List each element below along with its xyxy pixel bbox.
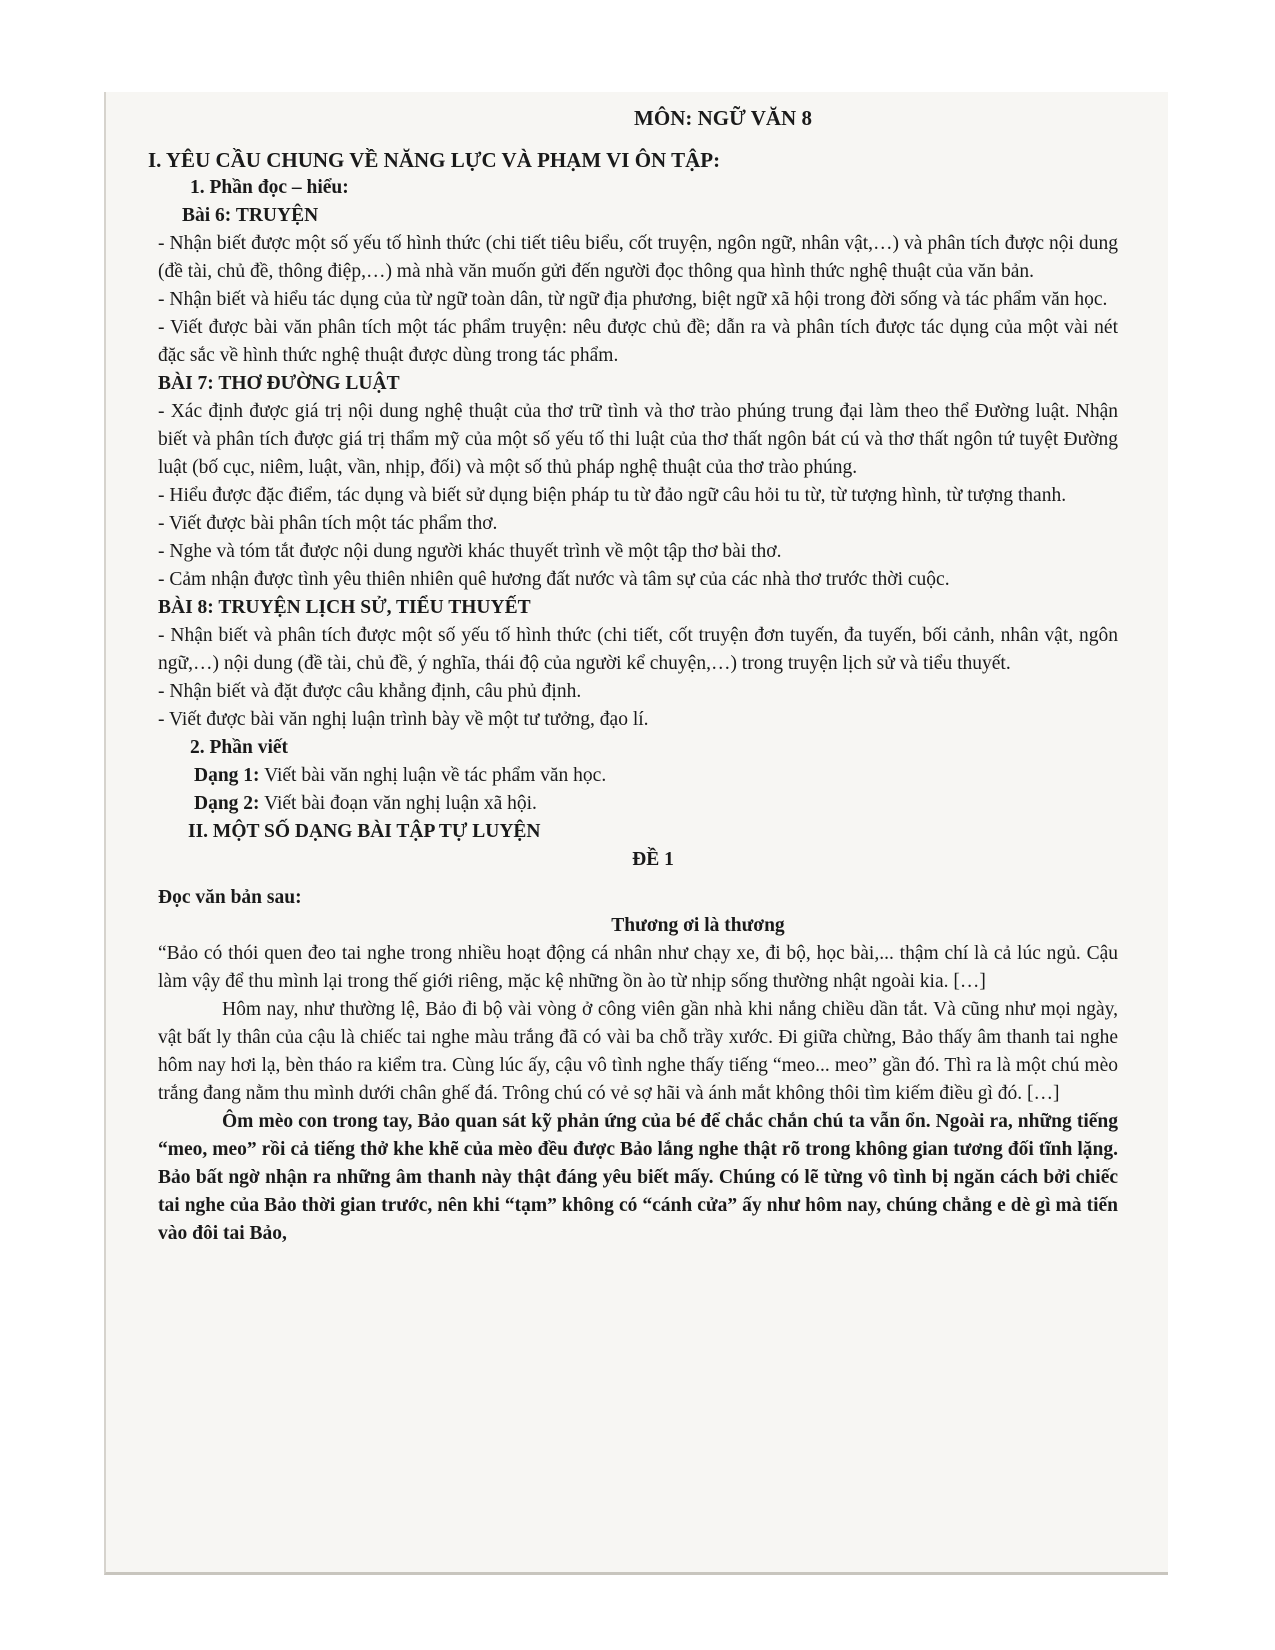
writing-part-heading: 2. Phần viết (190, 737, 289, 758)
lesson-6-item: - Nhận biết và hiểu tác dụng của từ ngữ toàn dân, từ ngữ địa phương, biệt ngữ xã hội trong đời sống và tác phẩm văn học. (158, 289, 1108, 310)
exam-label: ĐỀ 1 (632, 849, 674, 870)
story-title: Thương ơi là thương (611, 915, 785, 936)
story-paragraph: Hôm nay, như thường lệ, Bảo đi bộ vài vòng ở công viên gần nhà khi nắng chiều dần tắt. Và cũng như mọi ngày, vật bất ly thân của cậu là chiếc tai nghe màu trắng đã có vài ba chỗ trầy xước. Đi giữa chừng, Bảo thấy âm thanh tai nghe hôm nay hơi lạ, bèn tháo ra kiểm tra. Cùng lúc ấy, cậu vô tình nghe thấy tiếng “meo... meo” gần đó. Thì ra là một chú mèo trắng đang nằm thu mình dưới chân ghế đá. Trông chú có vẻ sợ hãi và ánh mắt không thôi tìm kiếm điều gì đó. […] (158, 999, 1118, 1104)
section-1-heading: I. YÊU CẦU CHUNG VỀ NĂNG LỰC VÀ PHẠM VI ÔN TẬP: (148, 148, 721, 172)
lesson-7-heading: BÀI 7: THƠ ĐƯỜNG LUẬT (158, 373, 400, 394)
lesson-6-item: - Nhận biết được một số yếu tố hình thức (chi tiết tiêu biểu, cốt truyện, ngôn ngữ, nhân vật,…) và phân tích được nội dung (đề tài, chủ đề, thông điệp,…) mà nhà văn muốn gửi đến người đọc thông qua hình thức nghệ thuật của văn bản. (158, 233, 1118, 282)
writing-type-2-text: Viết bài đoạn văn nghị luận xã hội. (259, 793, 537, 814)
story-paragraph-bold: Ôm mèo con trong tay, Bảo quan sát kỹ phản ứng của bé để chắc chắn chú ta vẫn ổn. Ngoài ra, những tiếng “meo, meo” rồi cả tiếng thở khe khẽ của mèo đều được Bảo lắng nghe thật rõ trong không gian tương đối tĩnh lặng. Bảo bất ngờ nhận ra những âm thanh này thật đáng yêu biết mấy. Chúng có lẽ từng vô tình bị ngăn cách bởi chiếc tai nghe của Bảo thời gian trước, nên khi “tạm” không có “cánh cửa” ấy như hôm nay, chúng chẳng e dè gì mà tiến vào đôi tai Bảo, (158, 1111, 1118, 1244)
writing-type-2-label: Dạng 2: (194, 793, 260, 814)
writing-type-1 (158, 762, 1118, 790)
lesson-7-item: - Nghe và tóm tắt được nội dung người khác thuyết trình về một tập thơ bài thơ. (158, 541, 782, 562)
lesson-8-heading: BÀI 8: TRUYỆN LỊCH SỬ, TIỂU THUYẾT (158, 597, 531, 618)
lesson-7-item: - Viết được bài phân tích một tác phẩm thơ. (158, 513, 498, 534)
read-instruction: Đọc văn bản sau: (158, 887, 302, 908)
writing-type-1-text: Viết bài văn nghị luận về tác phẩm văn học. (259, 765, 607, 786)
writing-type-2 (158, 790, 1118, 818)
lesson-7-item: - Xác định được giá trị nội dung nghệ thuật của thơ trữ tình và thơ trào phúng trung đại làm theo thể Đường luật. Nhận biết và phân tích được giá trị thẩm mỹ của một số yếu tố thi luật của thơ thất ngôn bát cú và thơ thất ngôn tứ tuyệt Đường luật (bố cục, niêm, luật, vần, nhịp, đối) và một số thủ pháp nghệ thuật của thơ trào phúng. (158, 401, 1118, 478)
lesson-8-item: - Viết được bài văn nghị luận trình bày về một tư tưởng, đạo lí. (158, 709, 649, 730)
writing-type-1-label: Dạng 1: (194, 765, 260, 786)
lesson-7-item: - Cảm nhận được tình yêu thiên nhiên quê hương đất nước và tâm sự của các nhà thơ trước thời cuộc. (158, 569, 950, 590)
reading-part-heading: 1. Phần đọc – hiểu: (190, 177, 349, 198)
lesson-8-item: - Nhận biết và phân tích được một số yếu tố hình thức (chi tiết, cốt truyện đơn tuyến, đa tuyến, bối cảnh, nhân vật, ngôn ngữ,…) nội dung (đề tài, chủ đề, ý nghĩa, thái độ của người kể chuyện,…) trong truyện lịch sử và tiểu thuyết. (158, 625, 1118, 674)
document-content (148, 104, 1118, 1248)
lesson-6-heading: Bài 6: TRUYỆN (182, 205, 319, 226)
section-2-heading: II. MỘT SỐ DẠNG BÀI TẬP TỰ LUYỆN (188, 821, 541, 842)
lesson-7-item: - Hiểu được đặc điểm, tác dụng và biết sử dụng biện pháp tu từ đảo ngữ câu hỏi tu từ, từ tượng hình, từ tượng thanh. (158, 485, 1067, 506)
lesson-8-item: - Nhận biết và đặt được câu khẳng định, câu phủ định. (158, 681, 582, 702)
lesson-6-item: - Viết được bài văn phân tích một tác phẩm truyện: nêu được chủ đề; dẫn ra và phân tích được tác dụng của một vài nét đặc sắc về hình thức nghệ thuật được dùng trong tác phẩm. (158, 317, 1118, 366)
document-title: MÔN: NGỮ VĂN 8 (634, 106, 812, 130)
story-paragraph: “Bảo có thói quen đeo tai nghe trong nhiều hoạt động cá nhân như chạy xe, đi bộ, học bài,... thậm chí là cả lúc ngủ. Cậu làm vậy để thu mình lại trong thế giới riêng, mặc kệ những ồn ào từ nhịp sống thường nhật ngoài kia. […] (158, 943, 1118, 992)
